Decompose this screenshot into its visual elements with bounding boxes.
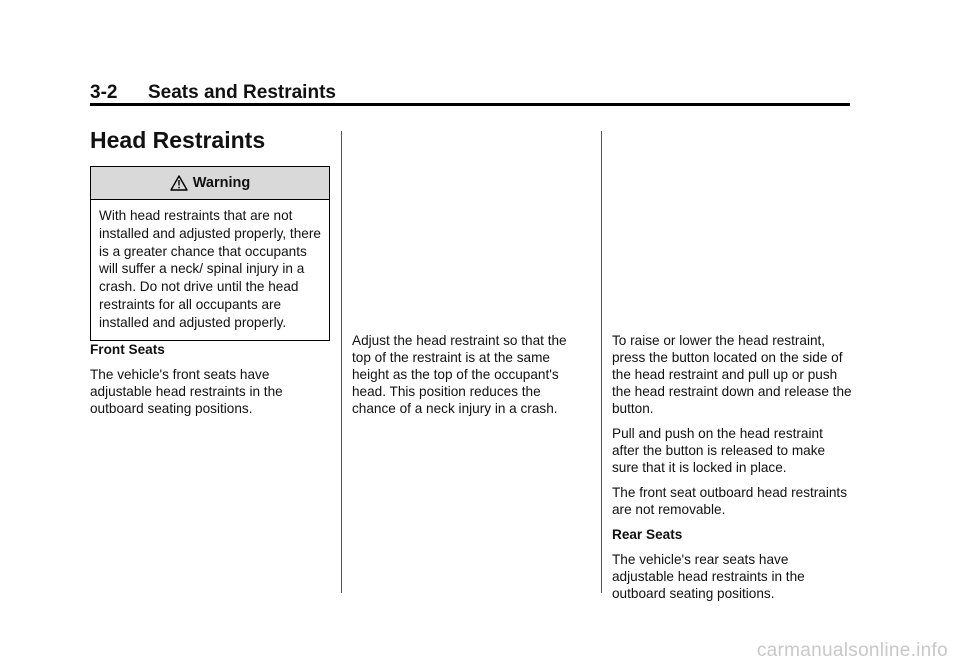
warning-box (90, 166, 330, 341)
warning-text: With head restraints that are not installed and adjusted properly, there is a greater chance that occupants will suffer a neck/ spinal injury in a crash. Do not drive until the head restraints for all occupants are installed and adjusted properly. (99, 208, 321, 330)
page-number: 3-2 (90, 82, 118, 103)
chapter-title: Seats and Restraints (148, 82, 336, 103)
front-seats-heading: Front Seats (90, 341, 165, 357)
not-removable-paragraph: The front seat outboard head restraints are not removable. (612, 485, 848, 517)
column-3 (612, 332, 852, 610)
watermark: carmanualsonline.info (756, 640, 948, 661)
pull-push-paragraph: Pull and push on the head restraint after the button is released to make sure that it is locked in place. (612, 426, 826, 475)
warning-title: Warning (192, 174, 251, 191)
column-1 (90, 126, 330, 425)
header-rule (90, 103, 850, 106)
rear-seats-heading: Rear Seats (612, 527, 683, 542)
section-heading: Head Restraints (90, 127, 266, 153)
warning-header (91, 167, 329, 200)
column-2 (352, 332, 588, 425)
raise-lower-paragraph: To raise or lower the head restraint, press the button located on the side of the head restraint and pull up or push the head restraint down and release the button. (612, 333, 852, 416)
rear-seats-text: The vehicle's rear seats have adjustable head restraints in the outboard seating positions. (612, 552, 805, 601)
warning-triangle-icon (170, 175, 188, 191)
front-seats-text: The vehicle's front seats have adjustable head restraints in the outboard seating positions. (90, 366, 283, 416)
column-divider-1 (341, 131, 342, 593)
column-divider-2 (601, 131, 602, 593)
adjust-paragraph: Adjust the head restraint so that the top of the restraint is at the same height as the top of the occupant's head. This position reduces the chance of a neck injury in a crash. (352, 333, 567, 416)
